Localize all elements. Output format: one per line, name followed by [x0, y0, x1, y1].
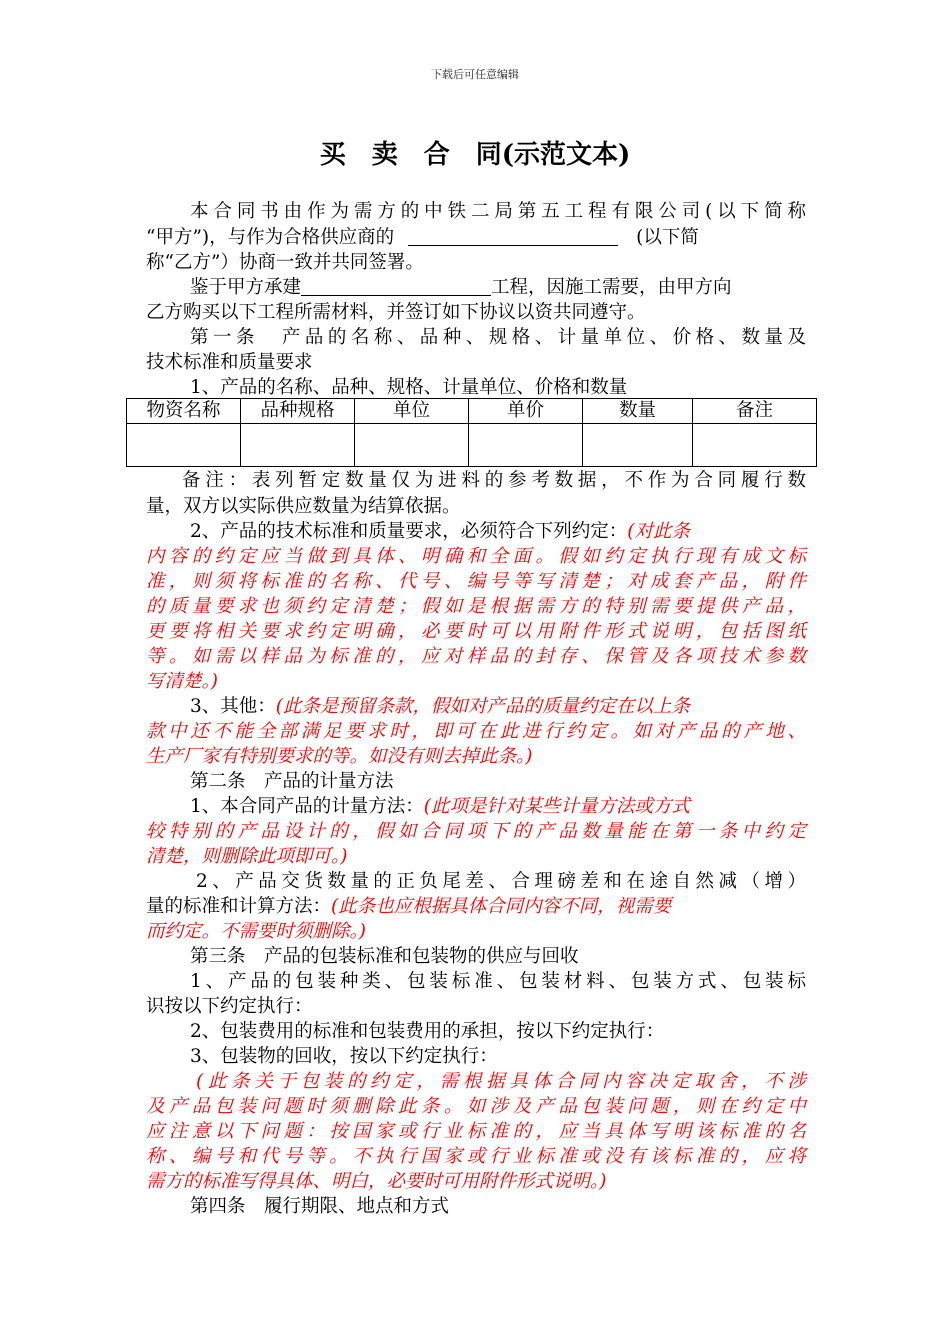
article-heading: 技术标准和质量要求 [146, 352, 313, 373]
clause-line: 3、其他：(此条是预留条款，假如对产品的质量约定在以上条 [190, 696, 691, 717]
paragraph-line: “甲方”)，与作为合格供应商的 (以下简 [146, 227, 699, 248]
article-heading: 第四条 履行期限、地点和方式 [190, 1196, 450, 1217]
table-header-row [127, 399, 817, 424]
header-note: 下载后可任意编辑 [431, 68, 519, 81]
guidance-note: 较特别的产品设计的，假如合同项下的产品数量能在第一条中约定 [146, 821, 806, 842]
guidance-note: 写清楚。) [146, 671, 218, 692]
article-heading: 第一条 产品的名称、品种、规格、计量单位、价格、数量及 [190, 327, 806, 348]
guidance-note: 生产厂家有特别要求的等。如没有则去掉此条。) [146, 746, 533, 767]
materials-table [126, 398, 817, 467]
clause-line: 量的标准和计算方法：(此条也应根据具体合同内容不同，视需要 [146, 896, 672, 917]
guidance-note: 等。如需以样品为标准的，应对样品的封存、保管及各项技术参数 [146, 646, 806, 667]
table-cell[interactable] [241, 424, 355, 467]
guidance-note: 需方的标准写得具体、明白，必要时可用附件形式说明。) [146, 1171, 607, 1192]
table-header-cell: 物资名称 [127, 399, 241, 424]
clause-line: 2、包装费用的标准和包装费用的承担，按以下约定执行： [190, 1021, 665, 1042]
guidance-note: (此条关于包装的约定，需根据具体合同内容决定取舍，不涉 [196, 1071, 806, 1092]
table-header-cell: 品种规格 [241, 399, 355, 424]
supplier-blank[interactable] [408, 227, 618, 246]
article-heading: 第三条 产品的包装标准和包装物的供应与回收 [190, 946, 579, 967]
guidance-note: 的质量要求也须约定清楚；假如是根据需方的特别需要提供产品， [146, 596, 806, 617]
article-heading: 第二条 产品的计量方法 [190, 771, 394, 792]
document-title: 买 卖 合 同(示范文本) [319, 140, 631, 170]
guidance-note: 应注意以下问题：按国家或行业标准的，应当具体写明该标准的名 [146, 1121, 806, 1142]
clause-line: 2、产品交货数量的正负尾差、合理磅差和在途自然减（增） [196, 871, 806, 892]
guidance-note: 内容的约定应当做到具体、明确和全面。假如约定执行现有成文标 [146, 546, 806, 567]
table-cell[interactable] [469, 424, 583, 467]
guidance-note: 款中还不能全部满足要求时，即可在此进行约定。如对产品的产地、 [146, 721, 806, 742]
clause-line: 1、本合同产品的计量方法：(此项是针对某些计量方法或方式 [190, 796, 691, 817]
table-cell[interactable] [583, 424, 693, 467]
guidance-note: 清楚，则删除此项即可。) [146, 846, 348, 867]
guidance-note: 准，则须将标准的名称、代号、编号等写清楚；对成套产品，附件 [146, 571, 806, 592]
table-cell[interactable] [693, 424, 817, 467]
guidance-note: 而约定。不需要时须删除。) [146, 921, 366, 942]
paragraph-line: 乙方购买以下工程所需材料，并签订如下协议以资共同遵守。 [146, 302, 646, 323]
table-header-cell: 数量 [583, 399, 693, 424]
table-cell[interactable] [127, 424, 241, 467]
paragraph-line: 本合同书由作为需方的中铁二局第五工程有限公司(以下简称 [190, 201, 806, 222]
table-row [127, 424, 817, 467]
table-header-cell: 单价 [469, 399, 583, 424]
project-blank[interactable] [301, 277, 491, 296]
clause-line: 2、产品的技术标准和质量要求，必须符合下列约定：(对此条 [190, 521, 690, 542]
clause-line: 1、产品的包装种类、包装标准、包装材料、包装方式、包装标 [190, 971, 806, 992]
table-header-cell: 备注 [693, 399, 817, 424]
clause-line: 3、包装物的回收，按以下约定执行： [190, 1046, 498, 1067]
guidance-note: 称、编号和代号等。不执行国家或行业标准或没有该标准的，应将 [146, 1146, 806, 1167]
clause-line: 1、产品的名称、品种、规格、计量单位、价格和数量 [190, 377, 628, 398]
paragraph-line: 量，双方以实际供应数量为结算依据。 [146, 496, 461, 517]
guidance-note: 及产品包装问题时须删除此条。如涉及产品包装问题，则在约定中 [146, 1096, 806, 1117]
paragraph-line: 称“乙方”）协商一致并共同签署。 [146, 252, 424, 273]
paragraph-line: 鉴于甲方承建 工程，因施工需要，由甲方向 [190, 277, 732, 298]
table-header-cell: 单位 [355, 399, 469, 424]
clause-line: 识按以下约定执行： [146, 996, 313, 1017]
paragraph-line: 备注：表列暂定数量仅为进料的参考数据，不作为合同履行数 [182, 470, 806, 491]
guidance-note: 更要将相关要求约定明确，必要时可以用附件形式说明，包括图纸 [146, 621, 806, 642]
table-cell[interactable] [355, 424, 469, 467]
